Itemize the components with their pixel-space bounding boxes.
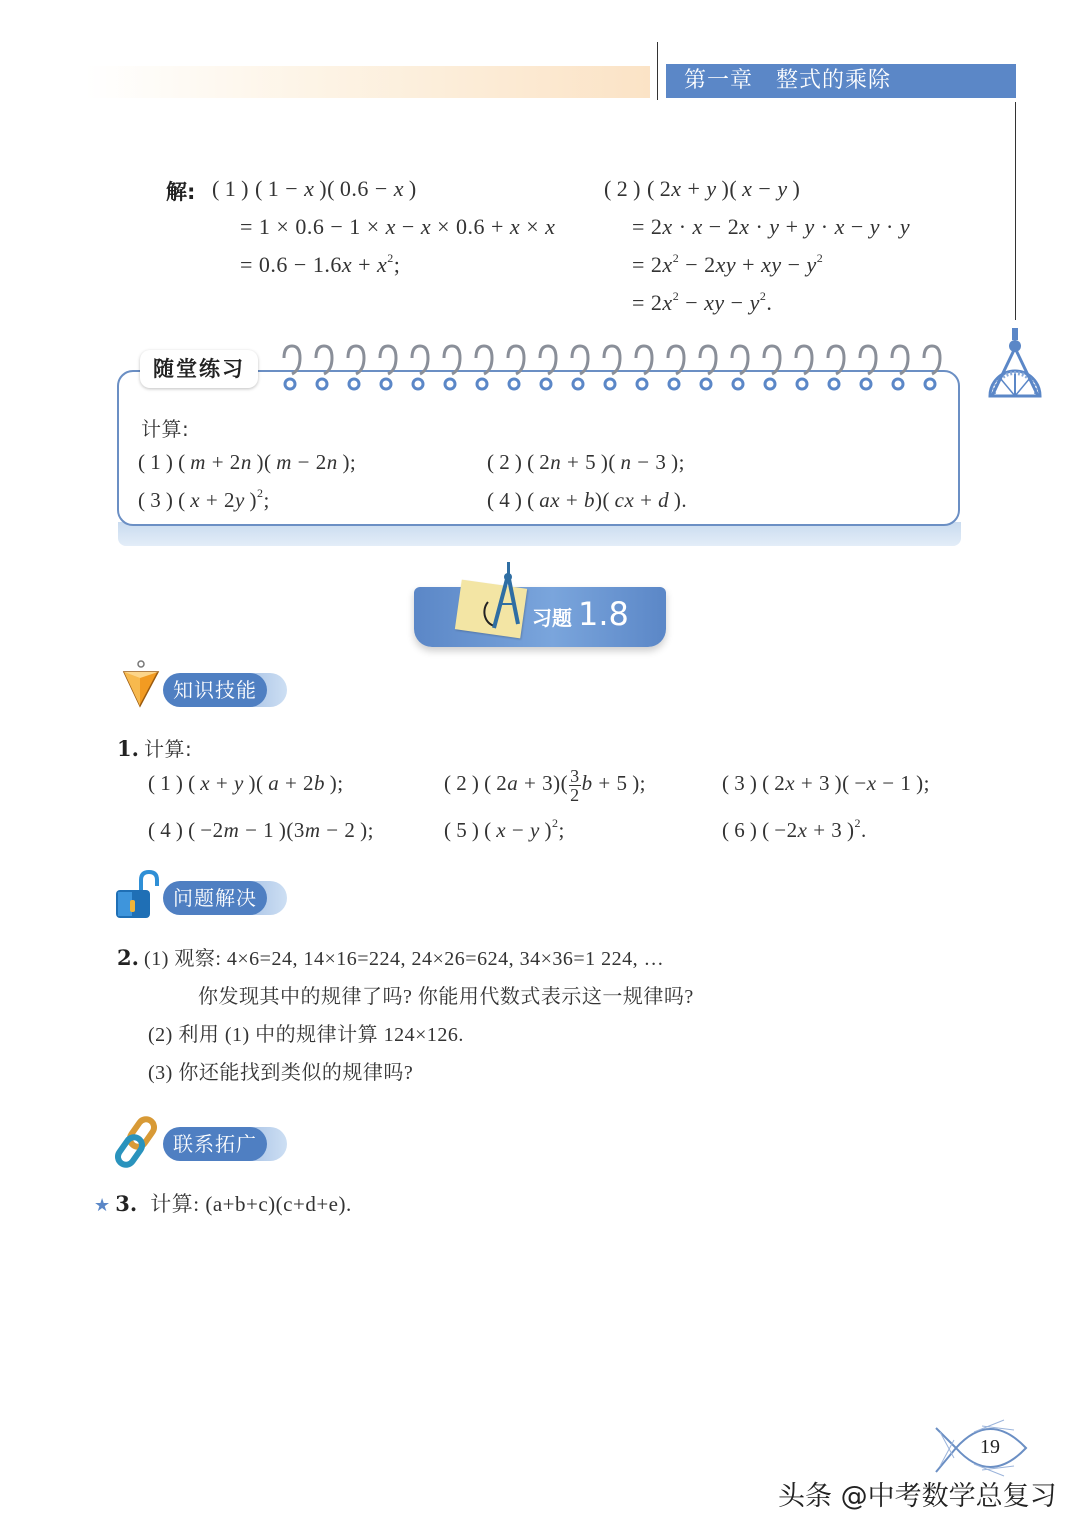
question-2-line-1 (117, 942, 664, 971)
question-1-prompt: 计算: (144, 737, 193, 761)
practice-item-4: ( 4 ) ( ax + b)( cx + d ). (487, 488, 688, 512)
solution-part1-line3: = $0.6 - 1.6x + x^2$; (240, 251, 401, 277)
question-2-line-4: (3) 你还能找到类似的规律吗? (148, 1062, 414, 1084)
section-knowledge-label: 知识技能 (163, 673, 267, 707)
watermark: 头条 @中考数学总复习 (778, 1481, 1057, 1512)
compass-icon (474, 562, 524, 636)
chain-link-icon (114, 1116, 162, 1168)
pendulum-icon (122, 660, 162, 710)
section-problem-solving-label: 问题解决 (163, 881, 267, 915)
practice-item-3: ( 3 ) ( x + 2y )$^2$; (138, 486, 270, 512)
solution-part2-line2: = 2x · x − 2x · y + y · x − y · y (632, 214, 911, 239)
solution-part2-line1: ( 2 ) ( 2x + y )( x − y ) (604, 176, 801, 201)
practice-item-2: ( 2 ) ( 2n + 5 )( n − 3 ); (487, 450, 685, 474)
question-1-item-2: ( 2 ) ( 2a + 3)( $\frac{3}{2}$ b + 5 ); (444, 765, 647, 805)
star-icon: ★ (94, 1195, 111, 1216)
exercise-label: 习题 (532, 606, 572, 630)
solution-part2-line4: = $2x^2$ − xy − $y^2$. (632, 289, 773, 315)
margin-rule (1015, 102, 1016, 320)
header-decor-band (85, 66, 650, 98)
padlock-icon (113, 870, 161, 920)
question-1-header (117, 733, 192, 762)
question-2-observation: (1) 观察: 4×6=24, 14×16=224, 24×26=624, 34×36=1 224, … (144, 948, 665, 970)
question-1-item-4: ( 4 ) ( −2m − 1 )(3m − 2 ); (148, 818, 374, 842)
practice-item-1: ( 1 ) ( m + 2n )( m − 2n ); (138, 450, 357, 474)
section-extension-label: 联系拓广 (163, 1127, 267, 1161)
practice-prompt: 计算: (141, 417, 190, 441)
question-3-text: 计算: (a+b+c)(c+d+e). (150, 1192, 352, 1216)
solution-part1-line1: ( 1 ) ( 1 − x )( 0.6 − x ) (212, 176, 417, 201)
question-3-number: 3. (115, 1191, 138, 1216)
solution-part1-line2: = 1 × 0.6 − 1 × x − x × 0.6 + x × x (240, 214, 556, 239)
practice-tab-label: 随堂练习 (140, 350, 258, 388)
question-1-item-3: ( 3 ) ( 2x + 3 )( −x − 1 ); (722, 771, 930, 795)
question-1-item-1: ( 1 ) ( x + y )( a + 2b ); (148, 771, 344, 795)
question-2-number: 2. (117, 945, 139, 970)
solution-part2-line3: = $2x^2 - 2xy$ + xy − $y^2$ (632, 251, 824, 277)
question-1-item-5: ( 5 ) ( x − y )$^2$; (444, 816, 565, 842)
question-2-line-2: 你发现其中的规律了吗? 你能用代数式表示这一规律吗? (198, 986, 694, 1008)
exercise-title (532, 595, 629, 633)
page-number: 19 (980, 1436, 1000, 1458)
question-1-item-6: ( 6 ) ( −2x + 3 )$^2$. (722, 816, 867, 842)
header-divider (657, 42, 658, 100)
compass-protractor-icon (984, 328, 1046, 400)
solution-label: 解: (166, 180, 196, 204)
question-3-line (94, 1188, 352, 1218)
spiral-binding (280, 344, 960, 394)
exercise-number: 1.8 (578, 595, 629, 633)
question-1-number: 1. (117, 736, 139, 761)
chapter-title: 第一章 整式的乘除 (666, 64, 1016, 98)
question-2-line-3: (2) 利用 (1) 中的规律计算 124×126. (148, 1024, 464, 1046)
